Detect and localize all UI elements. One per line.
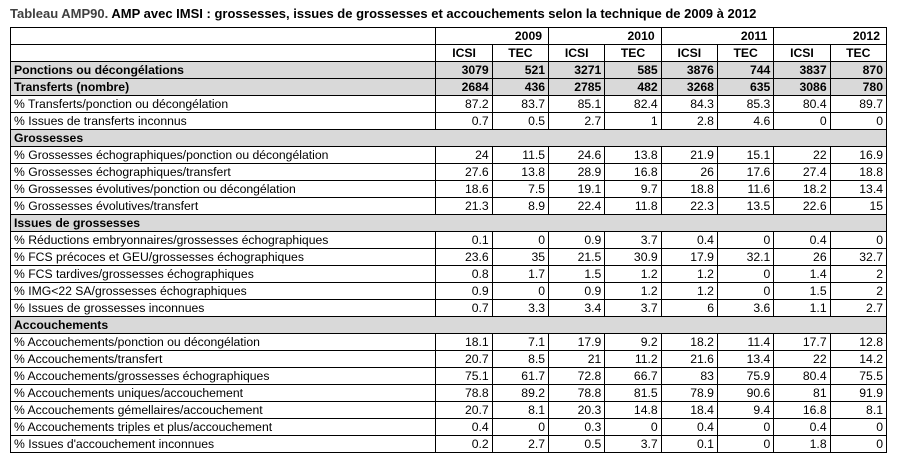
value-cell: 24	[436, 147, 492, 164]
value-cell: 22	[774, 147, 830, 164]
value-cell: 8.1	[492, 402, 548, 419]
value-cell: 3.7	[605, 232, 661, 249]
row-label: % Issues de transferts inconnus	[11, 113, 436, 130]
value-cell: 78.9	[661, 385, 717, 402]
value-cell: 89.2	[492, 385, 548, 402]
technique-header: TEC	[830, 45, 886, 62]
value-cell: 9.4	[717, 402, 773, 419]
value-cell: 18.2	[774, 181, 830, 198]
row-label: % Grossesses évolutives/ponction ou décongélation	[11, 181, 436, 198]
value-cell: 15.1	[717, 147, 773, 164]
value-cell: 0	[492, 419, 548, 436]
row-label: % Accouchements/ponction ou décongélation	[11, 334, 436, 351]
row-label: % Accouchements/transfert	[11, 351, 436, 368]
value-cell: 85.3	[717, 96, 773, 113]
value-cell: 0	[717, 436, 773, 453]
value-cell: 1.4	[774, 266, 830, 283]
table-row	[11, 249, 887, 266]
value-cell: 18.2	[661, 334, 717, 351]
value-cell: 13.8	[492, 164, 548, 181]
value-cell: 0	[717, 419, 773, 436]
value-cell: 16.9	[830, 147, 886, 164]
value-cell: 3271	[549, 62, 605, 79]
table-row	[11, 164, 887, 181]
value-cell: 1.5	[774, 283, 830, 300]
section-header-row	[11, 317, 887, 334]
value-cell: 0.2	[436, 436, 492, 453]
value-cell: 0.4	[661, 232, 717, 249]
value-cell: 28.9	[549, 164, 605, 181]
section-title: Issues de grossesses	[11, 215, 887, 232]
value-cell: 90.6	[717, 385, 773, 402]
value-cell: 75.1	[436, 368, 492, 385]
row-label: % Accouchements/grossesses échographiques	[11, 368, 436, 385]
value-cell: 0.4	[774, 232, 830, 249]
value-cell: 0.5	[492, 113, 548, 130]
value-cell: 9.7	[605, 181, 661, 198]
value-cell: 0.8	[436, 266, 492, 283]
value-cell: 585	[605, 62, 661, 79]
value-cell: 17.6	[717, 164, 773, 181]
row-label: % Issues d'accouchement inconnues	[11, 436, 436, 453]
value-cell: 66.7	[605, 368, 661, 385]
value-cell: 2	[830, 283, 886, 300]
value-cell: 13.8	[605, 147, 661, 164]
value-cell: 6	[661, 300, 717, 317]
section-header-row	[11, 215, 887, 232]
value-cell: 0.9	[549, 283, 605, 300]
value-cell: 21.9	[661, 147, 717, 164]
row-label: % Transferts/ponction ou décongélation	[11, 96, 436, 113]
header-row-techniques	[11, 45, 887, 62]
header-corner	[11, 45, 436, 62]
header-corner	[11, 28, 436, 45]
value-cell: 20.7	[436, 402, 492, 419]
value-cell: 11.4	[717, 334, 773, 351]
value-cell: 3268	[661, 79, 717, 96]
section-header-row	[11, 130, 887, 147]
value-cell: 9.2	[605, 334, 661, 351]
value-cell: 780	[830, 79, 886, 96]
value-cell: 0	[492, 232, 548, 249]
value-cell: 19.1	[549, 181, 605, 198]
value-cell: 13.5	[717, 198, 773, 215]
caption-tag: Tableau AMP90.	[10, 6, 109, 21]
value-cell: 1.7	[492, 266, 548, 283]
value-cell: 1	[605, 113, 661, 130]
value-cell: 1.2	[661, 266, 717, 283]
value-cell: 0	[830, 436, 886, 453]
value-cell: 17.9	[661, 249, 717, 266]
value-cell: 2.7	[492, 436, 548, 453]
table-row	[11, 79, 887, 96]
value-cell: 3.7	[605, 436, 661, 453]
value-cell: 22.3	[661, 198, 717, 215]
value-cell: 26	[774, 249, 830, 266]
caption-title: AMP avec IMSI : grossesses, issues de grossesses et accouchements selon la technique de 2009 à 2012	[108, 6, 757, 21]
value-cell: 32.7	[830, 249, 886, 266]
value-cell: 13.4	[830, 181, 886, 198]
value-cell: 20.3	[549, 402, 605, 419]
value-cell: 1.5	[549, 266, 605, 283]
value-cell: 12.8	[830, 334, 886, 351]
row-label: % Accouchements gémellaires/accouchement	[11, 402, 436, 419]
value-cell: 16.8	[605, 164, 661, 181]
table-row	[11, 96, 887, 113]
value-cell: 81.5	[605, 385, 661, 402]
row-label: % Grossesses échographiques/ponction ou décongélation	[11, 147, 436, 164]
table-row	[11, 147, 887, 164]
value-cell: 521	[492, 62, 548, 79]
value-cell: 11.6	[717, 181, 773, 198]
amp-table	[10, 27, 887, 453]
value-cell: 3837	[774, 62, 830, 79]
value-cell: 13.4	[717, 351, 773, 368]
value-cell: 2785	[549, 79, 605, 96]
value-cell: 7.1	[492, 334, 548, 351]
technique-header: ICSI	[436, 45, 492, 62]
value-cell: 18.8	[661, 181, 717, 198]
technique-header: TEC	[492, 45, 548, 62]
value-cell: 0.1	[661, 436, 717, 453]
value-cell: 1.8	[774, 436, 830, 453]
value-cell: 0.1	[436, 232, 492, 249]
value-cell: 0.4	[661, 419, 717, 436]
value-cell: 0.9	[436, 283, 492, 300]
value-cell: 0	[830, 232, 886, 249]
value-cell: 61.7	[492, 368, 548, 385]
value-cell: 0.5	[549, 436, 605, 453]
value-cell: 0	[717, 232, 773, 249]
value-cell: 436	[492, 79, 548, 96]
value-cell: 3.3	[492, 300, 548, 317]
value-cell: 8.9	[492, 198, 548, 215]
technique-header: TEC	[717, 45, 773, 62]
row-label: % Accouchements triples et plus/accouchement	[11, 419, 436, 436]
value-cell: 75.5	[830, 368, 886, 385]
value-cell: 2	[830, 266, 886, 283]
value-cell: 18.4	[661, 402, 717, 419]
value-cell: 75.9	[717, 368, 773, 385]
table-row	[11, 385, 887, 402]
value-cell: 0	[717, 283, 773, 300]
value-cell: 81	[774, 385, 830, 402]
technique-header: TEC	[605, 45, 661, 62]
value-cell: 0	[492, 283, 548, 300]
value-cell: 14.2	[830, 351, 886, 368]
value-cell: 8.5	[492, 351, 548, 368]
table-row	[11, 402, 887, 419]
table-row	[11, 181, 887, 198]
table-row	[11, 436, 887, 453]
value-cell: 3079	[436, 62, 492, 79]
value-cell: 78.8	[436, 385, 492, 402]
value-cell: 21	[549, 351, 605, 368]
value-cell: 85.1	[549, 96, 605, 113]
table-row	[11, 266, 887, 283]
value-cell: 21.3	[436, 198, 492, 215]
value-cell: 0.7	[436, 113, 492, 130]
value-cell: 8.1	[830, 402, 886, 419]
row-label: % FCS précoces et GEU/grossesses échographiques	[11, 249, 436, 266]
table-row	[11, 368, 887, 385]
value-cell: 2.8	[661, 113, 717, 130]
value-cell: 23.6	[436, 249, 492, 266]
value-cell: 0	[774, 113, 830, 130]
table-caption	[10, 5, 898, 27]
value-cell: 0.7	[436, 300, 492, 317]
technique-header: ICSI	[661, 45, 717, 62]
table-row	[11, 283, 887, 300]
value-cell: 870	[830, 62, 886, 79]
value-cell: 635	[717, 79, 773, 96]
value-cell: 35	[492, 249, 548, 266]
table-row	[11, 334, 887, 351]
value-cell: 11.5	[492, 147, 548, 164]
year-header: 2012	[774, 28, 887, 45]
value-cell: 32.1	[717, 249, 773, 266]
value-cell: 3876	[661, 62, 717, 79]
table-row	[11, 113, 887, 130]
value-cell: 87.2	[436, 96, 492, 113]
value-cell: 1.1	[774, 300, 830, 317]
row-label: % IMG<22 SA/grossesses échographiques	[11, 283, 436, 300]
value-cell: 1.2	[605, 266, 661, 283]
row-label: % Grossesses évolutives/transfert	[11, 198, 436, 215]
value-cell: 26	[661, 164, 717, 181]
value-cell: 2684	[436, 79, 492, 96]
value-cell: 80.4	[774, 96, 830, 113]
value-cell: 0.9	[549, 232, 605, 249]
value-cell: 1.2	[661, 283, 717, 300]
section-title: Accouchements	[11, 317, 887, 334]
value-cell: 0	[830, 113, 886, 130]
value-cell: 83	[661, 368, 717, 385]
value-cell: 27.4	[774, 164, 830, 181]
value-cell: 18.6	[436, 181, 492, 198]
value-cell: 82.4	[605, 96, 661, 113]
value-cell: 0	[830, 419, 886, 436]
value-cell: 3.7	[605, 300, 661, 317]
value-cell: 27.6	[436, 164, 492, 181]
value-cell: 0	[717, 266, 773, 283]
value-cell: 22	[774, 351, 830, 368]
section-title: Grossesses	[11, 130, 887, 147]
value-cell: 80.4	[774, 368, 830, 385]
value-cell: 83.7	[492, 96, 548, 113]
value-cell: 72.8	[549, 368, 605, 385]
table-row	[11, 419, 887, 436]
header-row-years	[11, 28, 887, 45]
value-cell: 11.8	[605, 198, 661, 215]
value-cell: 17.7	[774, 334, 830, 351]
table-row	[11, 198, 887, 215]
value-cell: 22.6	[774, 198, 830, 215]
row-label: % Issues de grossesses inconnues	[11, 300, 436, 317]
value-cell: 18.8	[830, 164, 886, 181]
year-header: 2011	[661, 28, 774, 45]
technique-header: ICSI	[774, 45, 830, 62]
value-cell: 78.8	[549, 385, 605, 402]
value-cell: 3086	[774, 79, 830, 96]
year-header: 2010	[549, 28, 662, 45]
technique-header: ICSI	[549, 45, 605, 62]
row-label: % FCS tardives/grossesses échographiques	[11, 266, 436, 283]
value-cell: 0.3	[549, 419, 605, 436]
value-cell: 21.5	[549, 249, 605, 266]
value-cell: 0.4	[436, 419, 492, 436]
table-body	[11, 28, 887, 453]
value-cell: 16.8	[774, 402, 830, 419]
value-cell: 22.4	[549, 198, 605, 215]
value-cell: 7.5	[492, 181, 548, 198]
value-cell: 11.2	[605, 351, 661, 368]
table-row	[11, 300, 887, 317]
value-cell: 3.6	[717, 300, 773, 317]
value-cell: 2.7	[830, 300, 886, 317]
table-row	[11, 232, 887, 249]
value-cell: 0	[605, 419, 661, 436]
value-cell: 0.4	[774, 419, 830, 436]
value-cell: 17.9	[549, 334, 605, 351]
value-cell: 84.3	[661, 96, 717, 113]
value-cell: 24.6	[549, 147, 605, 164]
row-label: % Grossesses échographiques/transfert	[11, 164, 436, 181]
row-label: % Réductions embryonnaires/grossesses échographiques	[11, 232, 436, 249]
row-label: Transferts (nombre)	[11, 79, 436, 96]
value-cell: 15	[830, 198, 886, 215]
value-cell: 744	[717, 62, 773, 79]
value-cell: 3.4	[549, 300, 605, 317]
value-cell: 4.6	[717, 113, 773, 130]
row-label: Ponctions ou décongélations	[11, 62, 436, 79]
table-row	[11, 62, 887, 79]
value-cell: 89.7	[830, 96, 886, 113]
row-label: % Accouchements uniques/accouchement	[11, 385, 436, 402]
value-cell: 14.8	[605, 402, 661, 419]
value-cell: 18.1	[436, 334, 492, 351]
value-cell: 21.6	[661, 351, 717, 368]
value-cell: 20.7	[436, 351, 492, 368]
value-cell: 1.2	[605, 283, 661, 300]
table-row	[11, 351, 887, 368]
year-header: 2009	[436, 28, 549, 45]
value-cell: 482	[605, 79, 661, 96]
value-cell: 30.9	[605, 249, 661, 266]
value-cell: 2.7	[549, 113, 605, 130]
value-cell: 91.9	[830, 385, 886, 402]
